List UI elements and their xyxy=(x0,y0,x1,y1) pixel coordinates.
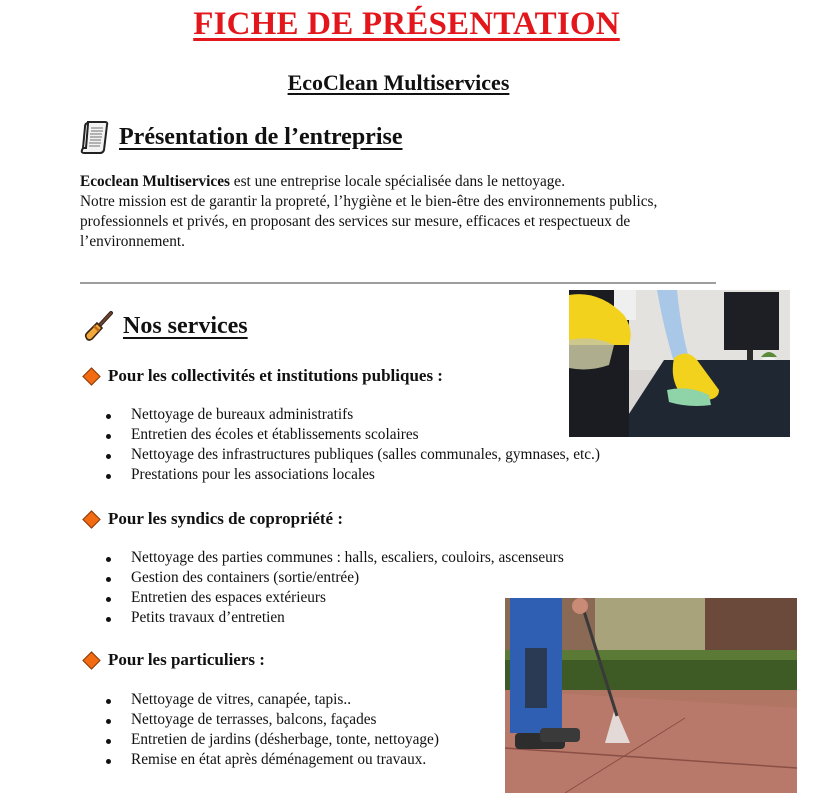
list-item: Petits travaux d’entretien xyxy=(101,608,564,628)
list-item: Nettoyage de terrasses, balcons, façades xyxy=(101,710,439,730)
list-item: Nettoyage des parties communes : halls, escaliers, couloirs, ascenseurs xyxy=(101,548,564,568)
orange-diamond-icon xyxy=(82,367,100,385)
service-list-syndics xyxy=(101,548,564,628)
orange-diamond-icon xyxy=(82,510,100,528)
broom-icon xyxy=(84,310,114,342)
service-group-title-particuliers: Pour les particuliers : xyxy=(82,650,265,670)
office-cleaning-photo xyxy=(569,290,790,437)
document-title: FICHE DE PRÉSENTATION xyxy=(193,6,620,42)
company-name-bold: Ecoclean Multiservices xyxy=(80,173,230,190)
scroll-icon xyxy=(80,119,110,155)
section-divider xyxy=(80,282,716,284)
pressure-washing-photo xyxy=(505,598,797,793)
company-subtitle: EcoClean Multiservices xyxy=(287,70,510,95)
services-heading: Nos services xyxy=(123,312,248,339)
presentation-heading-row xyxy=(80,119,403,155)
presentation-heading: Présentation de l’entreprise xyxy=(119,123,403,150)
presentation-line1: est une entreprise locale spécialisée dans le nettoyage. xyxy=(229,173,566,190)
orange-diamond-icon xyxy=(82,651,100,669)
list-item: Entretien de jardins (désherbage, tonte, nettoyage) xyxy=(101,730,439,750)
service-group-title-collectivites: Pour les collectivités et institutions publiques : xyxy=(82,366,443,386)
list-item: Gestion des containers (sortie/entrée) xyxy=(101,568,564,588)
list-item: Nettoyage des infrastructures publiques (salles communales, gymnases, etc.) xyxy=(101,445,600,465)
service-group-title-syndics: Pour les syndics de copropriété : xyxy=(82,509,343,529)
list-item: Remise en état après déménagement ou travaux. xyxy=(101,750,439,770)
list-item: Entretien des écoles et établissements scolaires xyxy=(101,425,600,445)
service-list-particuliers xyxy=(101,690,439,770)
list-item: Nettoyage de vitres, canapée, tapis.. xyxy=(101,690,439,710)
list-item: Entretien des espaces extérieurs xyxy=(101,588,564,608)
list-item: Prestations pour les associations locales xyxy=(101,465,600,485)
presentation-paragraph xyxy=(80,172,730,252)
list-item: Nettoyage de bureaux administratifs xyxy=(101,405,600,425)
service-list-collectivites xyxy=(101,405,600,485)
mission-text: Notre mission est de garantir la propreté, l’hygiène et le bien-être des environnements publics, professionnels et privés, en proposant des services sur mesure, efficaces et respectueux de l’environnement. xyxy=(80,193,658,250)
services-heading-row xyxy=(84,310,248,342)
